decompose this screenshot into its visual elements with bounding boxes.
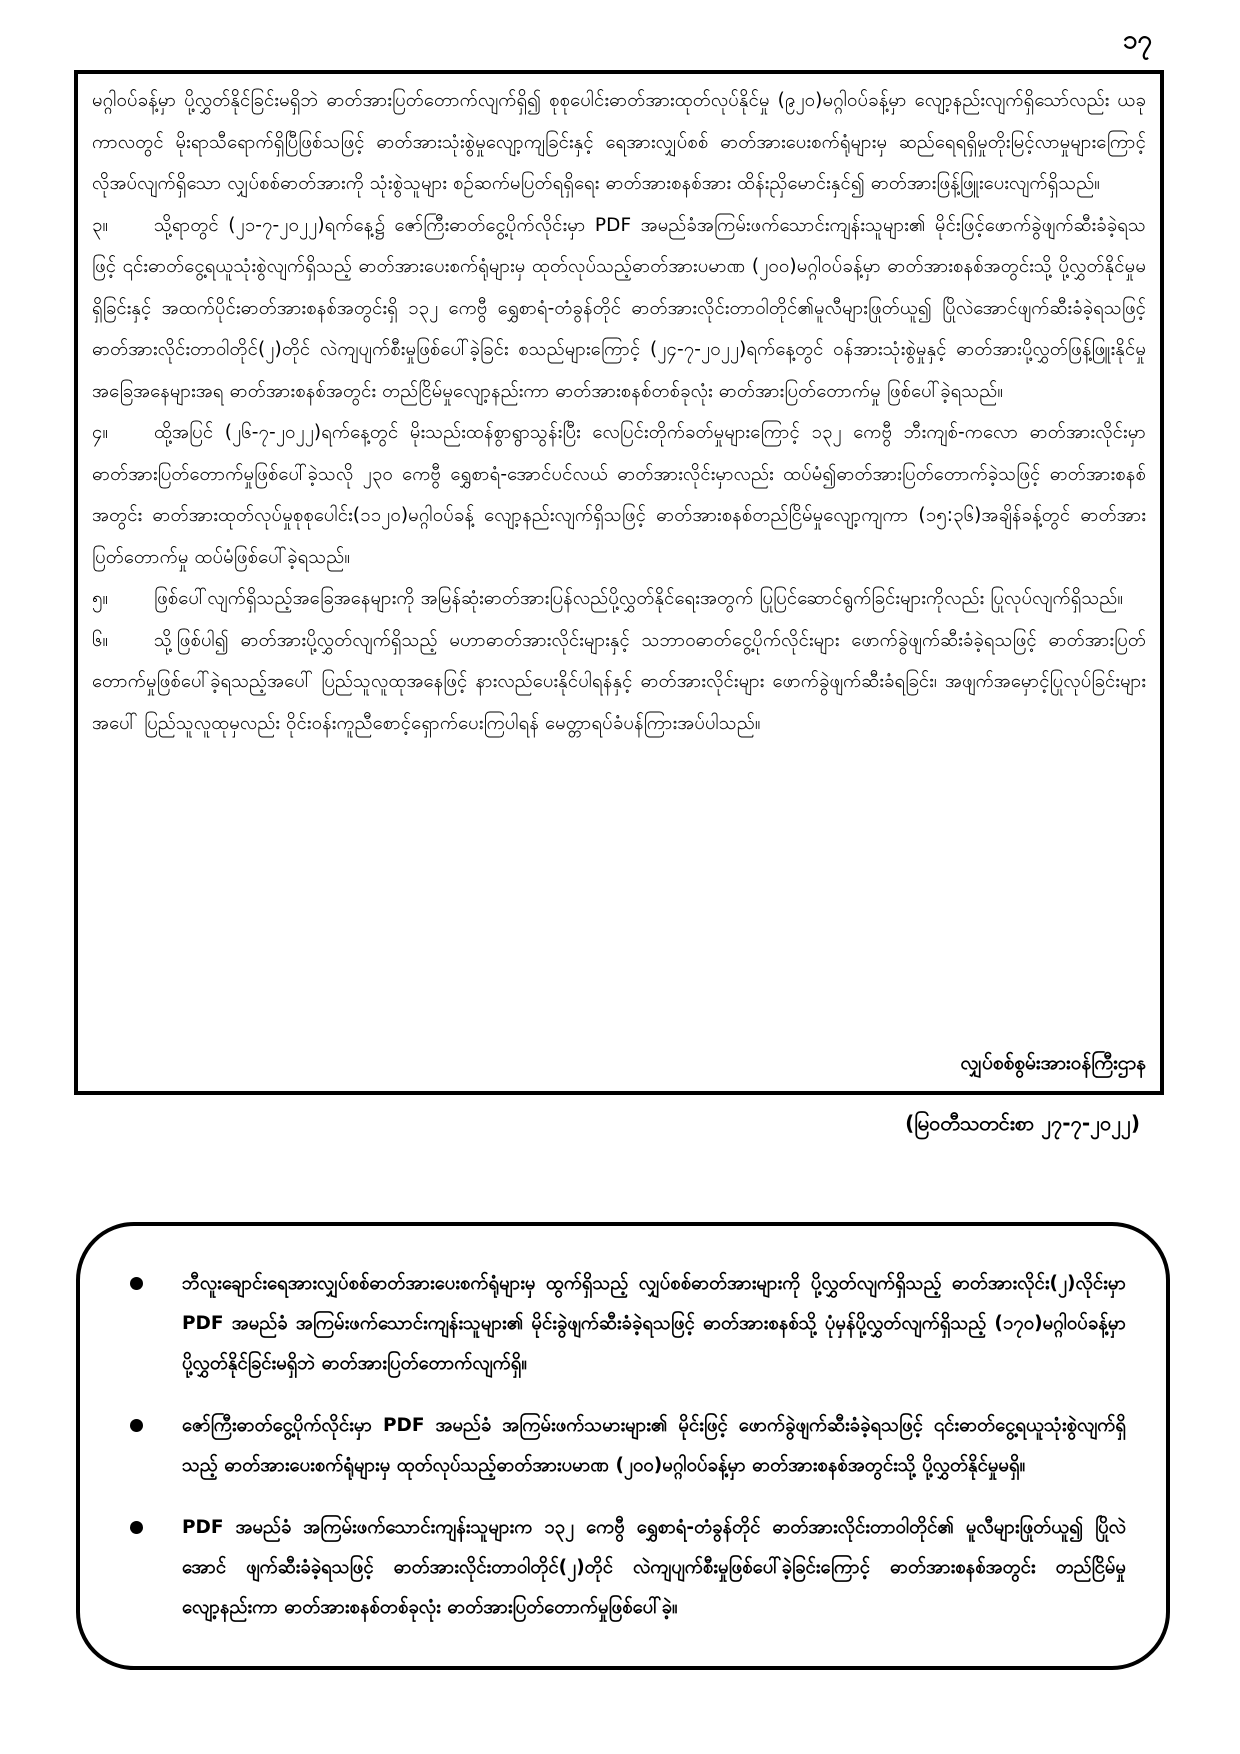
paragraph-6 <box>92 620 1146 745</box>
bullet-icon <box>130 1277 143 1290</box>
paragraph-continued <box>92 80 1146 205</box>
ministry-signature: လျှပ်စစ်စွမ်းအားဝန်ကြီးဌာန <box>960 1052 1146 1074</box>
paragraph-4 <box>92 412 1146 578</box>
paragraph-text: သို့ရာတွင် (၂၁-၇-၂၀၂၂)ရက်နေ့၌ ဇော်ကြီးဓာတ်ငွေ့ပိုက်လိုင်းမှာ PDF အမည်ခံအကြမ်းဖက်သောင်းကျန်းသူများ၏ မိုင်းဖြင့်ဖောက်ခွဲဖျက်ဆီးခံခဲ့ရသဖြင့် ၎င်းဓာတ်ငွေ့ရယူသုံးစွဲလျက်ရှိသည့် ဓာတ်အားပေးစက်ရုံများမှ ထုတ်လုပ်သည့်ဓာတ်အားပမာဏ (၂၀၀)မဂ္ဂါဝပ်ခန့်မှာ ဓာတ်အားစနစ်အတွင်းသို့ ပို့လွှတ်နိုင်မှုမရှိခြင်းနှင့် အထက်ပိုင်းဓာတ်အားစနစ်အတွင်းရှိ ၁၃၂ ကေဗွီ ရွှေစာရံ-တံခွန်တိုင် ဓာတ်အားလိုင်းတာဝါတိုင်၏မူလီများဖြုတ်ယူ၍ ပြိုလဲအောင်ဖျက်ဆီးခံခဲ့ရသဖြင့် ဓာတ်အားလိုင်းတာဝါတိုင်(၂)တိုင် လဲကျပျက်စီးမှုဖြစ်ပေါ်ခဲ့ခြင်း စသည်များကြောင့် (၂၄-၇-၂၀၂၂)ရက်နေ့တွင် ဝန်အားသုံးစွဲမှုနှင့် ဓာတ်အားပို့လွှတ်ဖြန့်ဖြူးနိုင်မှုအခြေအနေများအရ ဓာတ်အားစနစ်အတွင်း တည်ငြိမ်မှုလျော့နည်းကာ ဓာတ်အားစနစ်တစ်ခုလုံး ဓာတ်အားပြတ်တောက်မှု ဖြစ်ပေါ်ခဲ့ရသည်။ <box>92 214 1146 402</box>
summary-text: ဘီလူးချောင်းရေအားလျှပ်စစ်ဓာတ်အားပေးစက်ရုံများမှ ထွက်ရှိသည့် လျှပ်စစ်ဓာတ်အားများကို ပို့လွှတ်လျက်ရှိသည့် ဓာတ်အားလိုင်း(၂)လိုင်းမှာ PDF အမည်ခံ အကြမ်းဖက်သောင်းကျန်းသူများ၏ မိုင်းခွဲဖျက်ဆီးခံခဲ့ရသဖြင့် ဓာတ်အားစနစ်သို့ ပုံမှန်ပို့လွှတ်လျက်ရှိသည့် (၁၇၀)မဂ္ဂါဝပ်ခန့်မှာ ပို့လွှတ်နိုင်ခြင်းမရှိဘဲ ဓာတ်အားပြတ်တောက်လျက်ရှိ။ <box>182 1273 1126 1374</box>
paragraph-number: ၅။ <box>92 588 109 609</box>
summary-text: PDF အမည်ခံ အကြမ်းဖက်သောင်းကျန်းသူများက ၁၃၂ ကေဗွီ ရွှေစာရံ-တံခွန်တိုင် ဓာတ်အားလိုင်းတာဝါတိုင်၏ မူလီများဖြုတ်ယူ၍ ပြိုလဲအောင် ဖျက်ဆီးခံခဲ့ရသဖြင့် ဓာတ်အားလိုင်းတာဝါတိုင်(၂)တိုင် လဲကျပျက်စီးမှုဖြစ်ပေါ်ခဲ့ခြင်းကြောင့် ဓာတ်အားစနစ်အတွင်း တည်ငြိမ်မှုလျော့နည်းကာ ဓာတ်အားစနစ်တစ်ခုလုံး ဓာတ်အားပြတ်တောက်မှုဖြစ်ပေါ်ခဲ့။ <box>182 1517 1126 1618</box>
summary-item <box>130 1264 1126 1384</box>
paragraph-text: ဖြစ်ပေါ်လျက်ရှိသည့်အခြေအနေများကို အမြန်ဆုံးဓာတ်အားပြန်လည်ပို့လွှတ်နိုင်ရေးအတွက် ပြုပြင်ဆောင်ရွက်ခြင်းများကိုလည်း ပြုလုပ်လျက်ရှိသည်။ <box>154 588 1124 609</box>
bullet-icon <box>130 1521 143 1534</box>
newspaper-source: (မြဝတီသတင်းစာ ၂၇-၇-၂၀၂၂) <box>905 1111 1140 1135</box>
paragraph-number: ၃။ <box>92 214 109 236</box>
summary-item <box>130 1508 1126 1628</box>
paragraph-number: ၄။ <box>92 422 109 443</box>
page-number: ၁၇ <box>1122 25 1152 55</box>
news-statement-box <box>74 70 1164 1095</box>
paragraph-text: မဂ္ဂါဝပ်ခန့်မှာ ပို့လွှတ်နိုင်ခြင်းမရှိဘဲ ဓာတ်အားပြတ်တောက်လျက်ရှိ၍ စုစုပေါင်းဓာတ်အားထုတ်လုပ်နိုင်မှု (၉၂၀)မဂ္ဂါဝပ်ခန့်မှာ လျော့နည်းလျက်ရှိသော်လည်း ယခုကာလတွင် မိုးရာသီရောက်ရှိပြီဖြစ်သဖြင့် ဓာတ်အားသုံးစွဲမှုလျော့ကျခြင်းနှင့် ရေအားလျှပ်စစ် ဓာတ်အားပေးစက်ရုံများမှ ဆည်ရေရရှိမှုတိုးမြင့်လာမှုများကြောင့် လိုအပ်လျက်ရှိသော လျှပ်စစ်ဓာတ်အားကို သုံးစွဲသူများ စဉ်ဆက်မပြတ်ရရှိရေး ဓာတ်အားစနစ်အား ထိန်းညှိမောင်းနှင်၍ ဓာတ်အားဖြန့်ဖြူးပေးလျက်ရှိသည်။ <box>92 90 1146 194</box>
paragraph-3 <box>92 205 1146 413</box>
paragraph-text: ထို့အပြင် (၂၆-၇-၂၀၂၂)ရက်နေ့တွင် မိုးသည်းထန်စွာရွာသွန်းပြီး လေပြင်းတိုက်ခတ်မှုများကြောင့် ၁၃၂ ကေဗွီ ဘီးကျစ်-ကလော ဓာတ်အားလိုင်းမှာ ဓာတ်အားပြတ်တောက်မှုဖြစ်ပေါ်ခဲ့သလို ၂၃၀ ကေဗွီ ရွှေစာရံ-အောင်ပင်လယ် ဓာတ်အားလိုင်းမှာလည်း ထပ်မံ၍ဓာတ်အားပြတ်တောက်ခဲ့သဖြင့် ဓာတ်အားစနစ်အတွင်း ဓာတ်အားထုတ်လုပ်မှုစုစုပေါင်း(၁၁၂၀)မဂ္ဂါဝပ်ခန့် လျော့နည်းလျက်ရှိသဖြင့် ဓာတ်အားစနစ်တည်ငြိမ်မှုလျော့ကျကာ (၁၅:၃၆)အချိန်ခန့်တွင် ဓာတ်အားပြတ်တောက်မှု ထပ်မံဖြစ်ပေါ်ခဲ့ရသည်။ <box>92 422 1146 568</box>
paragraph-number: ၆။ <box>92 629 109 651</box>
summary-box <box>76 1222 1170 1670</box>
paragraph-text: သို့ဖြစ်ပါ၍ ဓာတ်အားပို့လွှတ်လျက်ရှိသည့် မဟာဓာတ်အားလိုင်းများနှင့် သဘာဝဓာတ်ငွေ့ပိုက်လိုင်းများ ဖောက်ခွဲဖျက်ဆီးခံခဲ့ရသဖြင့် ဓာတ်အားပြတ်တောက်မှုဖြစ်ပေါ်ခဲ့ရသည့်အပေါ် ပြည်သူလူထုအနေဖြင့် နားလည်ပေးနိုင်ပါရန်နှင့် ဓာတ်အားလိုင်းများ ဖောက်ခွဲဖျက်ဆီးခံရခြင်း၊ အဖျက်အမှောင့်ပြုလုပ်ခြင်းများအပေါ် ပြည်သူလူထုမှလည်း ဝိုင်းဝန်းကူညီစောင့်ရှောက်ပေးကြပါရန် မေတ္တာရပ်ခံပန်ကြားအပ်ပါသည်။ <box>92 629 1146 734</box>
bullet-icon <box>130 1419 143 1432</box>
summary-text: ဇော်ကြီးဓာတ်ငွေ့ပိုက်လိုင်းမှာ PDF အမည်ခံ အကြမ်းဖက်သမားများ၏ မိုင်းဖြင့် ဖောက်ခွဲဖျက်ဆီးခံခဲ့ရသဖြင့် ၎င်းဓာတ်ငွေ့ရယူသုံးစွဲလျက်ရှိသည့် ဓာတ်အားပေးစက်ရုံများမှ ထုတ်လုပ်သည့်ဓာတ်အားပမာဏ (၂၀၀)မဂ္ဂါဝပ်ခန့်မှာ ဓာတ်အားစနစ်အတွင်းသို့ ပို့လွှတ်နိုင်မှုမရှိ။ <box>182 1415 1126 1476</box>
paragraph-5 <box>92 578 1146 620</box>
summary-item <box>130 1406 1126 1486</box>
